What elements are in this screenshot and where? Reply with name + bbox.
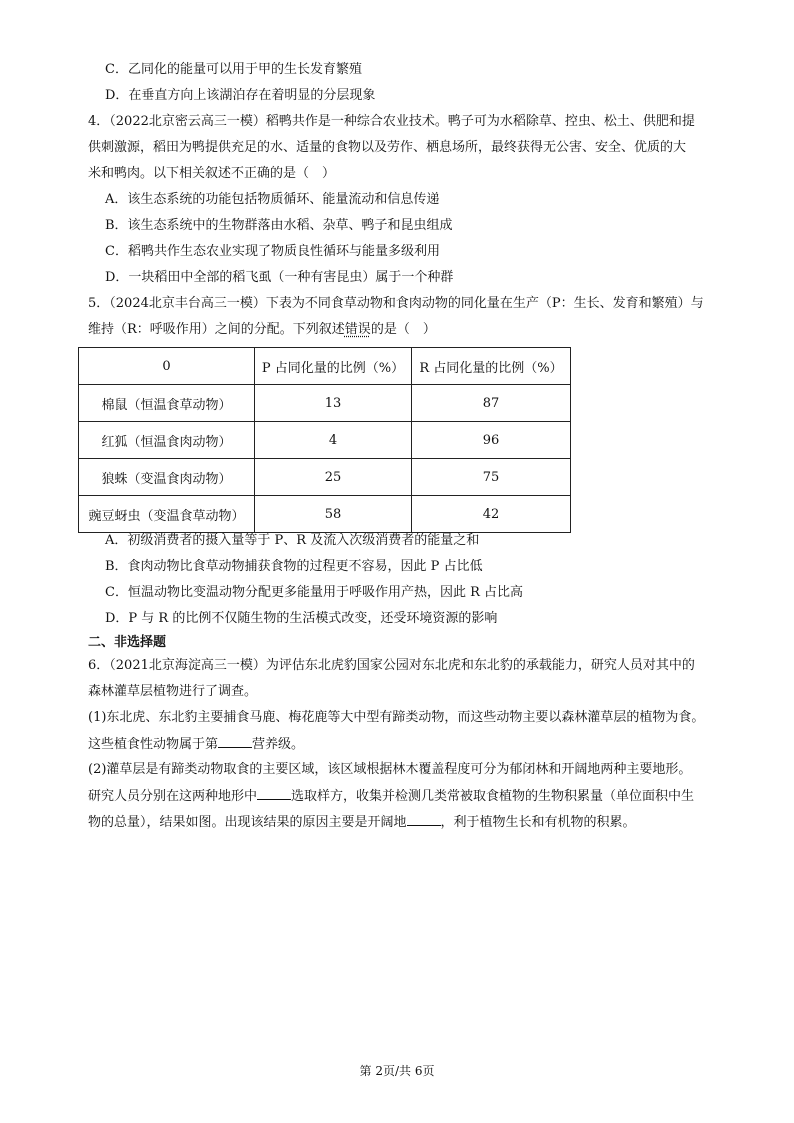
q5-option-b: B．食肉动物比食草动物捕获食物的过程更不容易，因此 P 占比低 xyxy=(105,559,483,574)
table-cell: 96 xyxy=(412,422,571,459)
q4-stem-line2: 供刺激源，稻田为鸭提供充足的水、适量的食物以及劳作、栖息场所，最终获得无公害、安全、优质的大 xyxy=(88,140,687,155)
table-row xyxy=(79,459,571,496)
table-header-cell: 0 xyxy=(79,348,255,385)
answer-blank[interactable] xyxy=(218,735,252,748)
q5-option-d: D．P 与 R 的比例不仅随生物的生活模式改变，还受环境资源的影响 xyxy=(105,611,498,626)
table-header-row xyxy=(79,348,571,385)
table-cell: 4 xyxy=(255,422,412,459)
table-row xyxy=(79,422,571,459)
answer-blank[interactable] xyxy=(407,813,441,826)
table-cell: 狼蛛（变温食肉动物） xyxy=(79,459,255,496)
emphasis-mark: 错误 xyxy=(344,322,371,337)
table-cell: 42 xyxy=(412,496,571,533)
table-header-cell: P 占同化量的比例（%） xyxy=(255,348,412,385)
q6-part2-line2: 研究人员分别在这两种地形中 选取样方，收集并检测几类常被取食植物的生物积累量（单位面积中生 xyxy=(88,789,695,804)
q6-part1-line2: 这些植食性动物属于第 营养级。 xyxy=(88,737,305,752)
table-cell: 棉鼠（恒温食草动物） xyxy=(79,385,255,422)
q4-option-c: C．稻鸭共作生态农业实现了物质良性循环与能量多级利用 xyxy=(105,244,440,259)
table-cell: 75 xyxy=(412,459,571,496)
allocation-table xyxy=(78,347,571,533)
table-cell: 25 xyxy=(255,459,412,496)
q5-stem-line1: 5．（2024北京丰台高三一模）下表为不同食草动物和食肉动物的同化量在生产（P：生长、发育和繁殖）与 xyxy=(88,296,704,311)
table-header-cell: R 占同化量的比例（%） xyxy=(412,348,571,385)
q3-option-c: C．乙同化的能量可以用于甲的生长发育繁殖 xyxy=(105,62,362,77)
table-cell: 红狐（恒温食肉动物） xyxy=(79,422,255,459)
q5-option-a: A．初级消费者的摄入量等于 P、R 及流入次级消费者的能量之和 xyxy=(105,533,480,548)
table-row xyxy=(79,385,571,422)
q4-stem-line3: 米和鸭肉。以下相关叙述不正确的是（ ） xyxy=(88,166,336,181)
q6-stem-line1: 6．（2021北京海淀高三一模）为评估东北虎豹国家公园对东北虎和东北豹的承载能力，研究人员对其中的 xyxy=(88,658,695,673)
table-cell: 58 xyxy=(255,496,412,533)
q3-option-d: D．在垂直方向上该湖泊存在着明显的分层现象 xyxy=(105,88,376,103)
q6-stem-line2: 森林灌草层植物进行了调查。 xyxy=(88,684,258,699)
q6-part2-line3: 物的总量），结果如图。出现该结果的原因主要是开阔地 ，利于植物生长和有机物的积累。 xyxy=(88,815,636,830)
q6-part2-line1: (2)灌草层是有蹄类动物取食的主要区域，该区域根据林木覆盖程度可分为郁闭林和开阔地两种主要地形。 xyxy=(88,762,692,777)
q6-part1-line1: (1)东北虎、东北豹主要捕食马鹿、梅花鹿等大中型有蹄类动物，而这些动物主要以森林灌草层的植物为食。 xyxy=(88,710,705,725)
q4-option-b: B．该生态系统中的生物群落由水稻、杂草、鸭子和昆虫组成 xyxy=(105,218,453,233)
section-heading: 二、非选择题 xyxy=(88,635,167,650)
page-footer: 第 2页/共 6页 xyxy=(359,1064,435,1078)
q4-option-d: D．一块稻田中全部的稻飞虱（一种有害昆虫）属于一个种群 xyxy=(105,270,454,285)
q5-stem-line2: 维持（R：呼吸作用）之间的分配。下列叙述错误的是（ ） xyxy=(88,322,436,337)
table-row xyxy=(79,496,571,533)
table-cell: 豌豆蚜虫（变温食草动物） xyxy=(79,496,255,533)
q5-option-c: C．恒温动物比变温动物分配更多能量用于呼吸作用产热，因此 R 占比高 xyxy=(105,585,523,600)
q4-option-a: A．该生态系统的功能包括物质循环、能量流动和信息传递 xyxy=(105,192,440,207)
table-cell: 87 xyxy=(412,385,571,422)
answer-blank[interactable] xyxy=(257,787,291,800)
q4-stem-line1: 4．（2022北京密云高三一模）稻鸭共作是一种综合农业技术。鸭子可为水稻除草、控虫、松土、供肥和提 xyxy=(88,114,695,129)
table-cell: 13 xyxy=(255,385,412,422)
